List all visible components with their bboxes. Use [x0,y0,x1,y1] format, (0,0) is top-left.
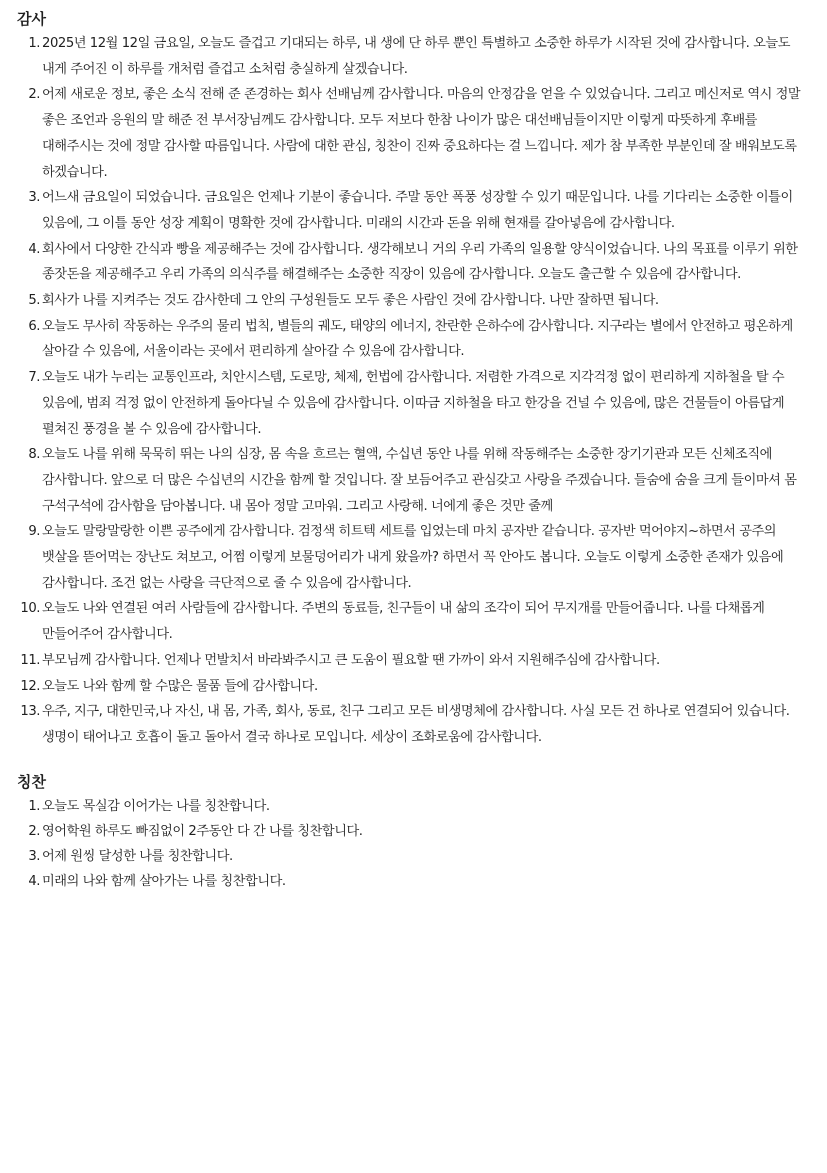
list-item-text: 어느새 금요일이 되었습니다. 금요일은 언제나 기분이 좋습니다. 주말 동안 폭풍 성장할 수 있기 때문입니다. 나를 기다리는 소중한 이틀이 있음에, 그 이틀 동안 성장 계획이 명확한 것에 감사합니다. 미래의 시간과 돈을 위해 현재를 갈아넣음에 감사합니다. [42,190,793,231]
list-item-text: 영어학원 하루도 빠짐없이 2주동안 다 간 나를 칭찬합니다. [42,823,363,839]
list-number: 6. [28,318,40,334]
list-item-text: 어제 새로운 정보, 좋은 소식 전해 준 존경하는 회사 선배님께 감사합니다. 마음의 안정감을 얻을 수 있었습니다. 그리고 메신저로 역시 정말 좋은 조언과 응원의 말 해준 전 부서장님께도 감사합니다. 모두 저보다 한참 나이가 많은 대선배님들이지만 이렇게 따뜻하게 후배를 대해주시는 것에 정말 감사할 따름입니다. 사람에 대한 관심, 칭찬이 진짜 중요하다는 걸 느낍니다. 제가 참 부족한 부분인데 잘 배워보도록 하겠습니다. [42,87,801,180]
gratitude-item-12 [17,674,813,700]
gratitude-item-3 [17,185,813,236]
list-item-text: 오늘도 무사히 작동하는 우주의 물리 법칙, 별들의 궤도, 태양의 에너지, 찬란한 은하수에 감사합니다. 지구라는 별에서 안전하고 평온하게 살아갈 수 있음에, 서울이라는 곳에서 편리하게 살아갈 수 있음에 감사합니다. [42,318,793,360]
gratitude-item-9 [17,519,813,596]
list-item-text: 회사가 나를 지켜주는 것도 감사한데 그 안의 구성원들도 모두 좋은 사람인 것에 감사합니다. 나만 잘하면 됩니다. [42,293,659,309]
praise-item-1 [17,794,813,819]
gratitude-item-13 [17,699,813,750]
list-number: 9. [28,524,40,540]
list-number: 13. [20,704,40,720]
list-item-text: 오늘도 나를 위해 묵묵히 뛰는 나의 심장, 몸 속을 흐르는 혈액, 수십년 동안 나를 위해 작동해주는 소중한 장기기관과 모든 신체조직에 감사합니다. 앞으로 더 많은 수십년의 시간을 함께 할 것입니다. 잘 보듬어주고 관심갖고 사랑을 주겠습니다. 들숨에 숨을 크게 들이마셔 몸 구석구석에 감사함을 담아봅니다. 내 몸아 정말 고마워. 그리고 사랑해. 너에게 좋은 것만 줄께 [42,447,797,514]
list-number: 1. [28,798,40,814]
list-number: 4. [28,241,40,257]
list-item-text: 오늘도 나와 연결된 여러 사람들에 감사합니다. 주변의 동료들, 친구들이 내 삶의 조각이 되어 무지개를 만들어줍니다. 나를 다채롭게 만들어주어 감사합니다. [42,601,765,643]
gratitude-heading: 감사 [17,10,46,28]
list-number: 5. [28,293,40,309]
list-number: 2. [28,87,40,103]
list-number: 10. [20,601,40,617]
list-item-text: 우주, 지구, 대한민국,나 자신, 내 몸, 가족, 회사, 동료, 친구 그리고 모든 비생명체에 감사합니다. 사실 모든 건 하나로 연결되어 있습니다. 생명이 태어나고 호흡이 돌고 돌아서 결국 하나로 모입니다. 세상이 조화로움에 감사합니다. [42,704,790,745]
gratitude-item-2 [17,82,813,185]
gratitude-item-4 [17,237,813,288]
gratitude-list [17,31,813,751]
gratitude-item-1 [17,31,813,82]
gratitude-item-10 [17,596,813,647]
gratitude-section [17,8,813,751]
praise-list [17,794,813,895]
list-number: 2. [28,823,40,839]
list-number: 7. [28,370,40,386]
list-number: 3. [28,190,40,206]
list-item-text: 미래의 나와 함께 살아가는 나를 칭찬합니다. [42,874,286,890]
list-item-text: 오늘도 나와 함께 할 수많은 물품 들에 감사합니다. [42,678,318,694]
list-item-text: 오늘도 목실감 이어가는 나를 칭찬합니다. [42,798,270,814]
gratitude-item-7 [17,365,813,442]
praise-item-2 [17,819,813,844]
gratitude-item-8 [17,442,813,519]
list-item-text: 어제 원씽 달성한 나를 칭찬합니다. [42,849,233,865]
praise-heading: 칭찬 [17,772,46,791]
list-number: 8. [28,447,40,463]
list-number: 3. [28,849,40,865]
list-number: 4. [28,874,40,890]
list-item-text: 오늘도 말랑말랑한 이쁜 공주에게 감사합니다. 검정색 히트텍 세트를 입었는데 마치 공자반 같습니다. 공자반 먹어야지~하면서 공주의 뱃살을 뜯어먹는 장난도 쳐보고, 어쩜 이렇게 보물덩어리가 내게 왔을까? 하면서 꼭 안아도 봅니다. 오늘도 이렇게 소중한 존재가 있음에 감사합니다. 조건 없는 사랑을 극단적으로 줄 수 있음에 감사합니다. [42,524,784,591]
praise-item-3 [17,844,813,869]
praise-section [17,771,813,895]
gratitude-item-6 [17,314,813,365]
list-number: 12. [20,678,40,694]
list-item-text: 부모님께 감사합니다. 언제나 먼발치서 바라봐주시고 큰 도움이 필요할 땐 가까이 와서 지원해주심에 감사합니다. [42,652,660,668]
gratitude-item-5 [17,288,813,314]
list-item-text: 2025년 12월 12일 금요일, 오늘도 즐겁고 기대되는 하루, 내 생에 단 하루 뿐인 특별하고 소중한 하루가 시작된 것에 감사합니다. 오늘도 내게 주어진 이 하루를 개처럼 즐겁고 소처럼 충실하게 살겠습니다. [42,36,791,77]
list-number: 11. [20,652,40,668]
gratitude-item-11 [17,648,813,674]
list-item-text: 오늘도 내가 누리는 교통인프라, 치안시스템, 도로망, 체제, 헌법에 감사합니다. 저렴한 가격으로 지각걱정 없이 편리하게 지하철을 탈 수 있음에, 범죄 걱정 없이 안전하게 돌아다닐 수 있음에 감사합니다. 이따금 지하철을 타고 한강을 건널 수 있음에, 많은 건물들이 아름답게 펼쳐진 풍경을 볼 수 있음에 감사합니다. [42,370,785,437]
praise-item-4 [17,869,813,894]
list-item-text: 회사에서 다양한 간식과 빵을 제공해주는 것에 감사합니다. 생각해보니 거의 우리 가족의 일용할 양식이었습니다. 나의 목표를 이루기 위한 종잣돈을 제공해주고 우리 가족의 의식주를 해결해주는 소중한 직장이 있음에 감사합니다. 오늘도 출근할 수 있음에 감사합니다. [42,241,798,283]
list-number: 1. [28,36,40,51]
